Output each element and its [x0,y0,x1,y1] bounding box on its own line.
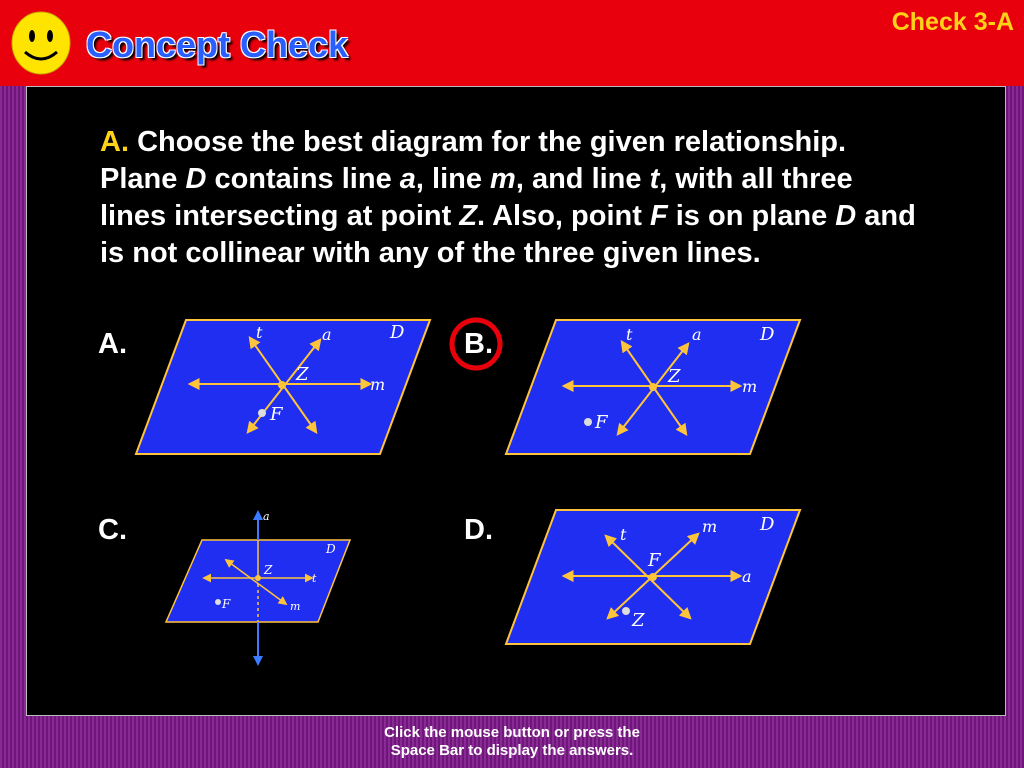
question-letter: A. [100,126,129,158]
question-variable: D [185,163,207,195]
diagram-a-plane: D [390,322,405,343]
question-text-segment: . Also, point [477,200,650,232]
diagram-d-point-f: F [648,550,661,571]
question-variable: F [649,200,668,232]
diagram-d-line-m: m [702,517,718,536]
page-title: Concept Check [86,24,349,65]
footer-line-1: Click the mouse button or press the [384,724,640,741]
option-a-label[interactable]: A. [98,328,127,360]
diagram-b-point-z: Z [668,366,681,387]
diagram-c-line-t: t [312,572,317,585]
option-b-label[interactable]: B. [464,328,493,360]
diagram-b-line-a: a [692,325,702,344]
diagram-c-line-m: m [290,600,301,613]
diagram-a-line-m: m [370,375,386,394]
diagram-d-plane: D [760,514,775,535]
question-variable: t [649,163,660,195]
question-text-segment: and is not collinear with any of the three given lines. [100,200,916,269]
question-variable: m [490,163,516,195]
diagram-d[interactable] [506,510,800,644]
question-text-segment: , and line [515,163,650,195]
diagram-b[interactable] [506,320,800,454]
diagram-d-point-z: Z [632,610,645,631]
footer-instructions [0,724,1024,760]
diagram-b-line-m: m [742,377,758,396]
footer-line-2: Space Bar to display the answers. [390,742,634,759]
question-text-segment: Choose the best diagram for the given relationship. Plane [100,126,847,195]
option-c-label[interactable]: C. [98,514,127,546]
question-text-segment: is on plane [667,200,836,232]
diagram-c-point-z: Z [264,563,273,577]
diagram-d-line-a: a [742,567,752,586]
diagram-d-line-t: t [620,525,627,544]
diagram-a[interactable] [136,320,430,454]
question-variable: D [835,200,857,232]
check-label: Check 3-A [891,8,1014,36]
diagram-b-plane: D [760,324,775,345]
diagram-c-point-f: F [222,597,231,611]
question-text-segment: , line [415,163,491,195]
diagram-a-point-f: F [270,404,283,425]
question-text-segment: contains line [206,163,400,195]
question-text-segment: , with all three lines intersecting at point [100,163,853,232]
diagram-b-point-f: F [595,412,608,433]
diagram-c[interactable] [166,510,350,664]
option-d-label[interactable]: D. [464,514,493,546]
diagram-b-line-t: t [626,325,633,344]
diagram-a-line-a: a [322,325,332,344]
question-variable: a [399,163,416,195]
diagram-a-point-z: Z [296,364,309,385]
diagram-c-line-a: a [263,510,270,523]
question-variable: Z [459,200,478,232]
diagram-a-line-t: t [256,323,263,342]
diagram-c-plane: D [326,542,336,556]
